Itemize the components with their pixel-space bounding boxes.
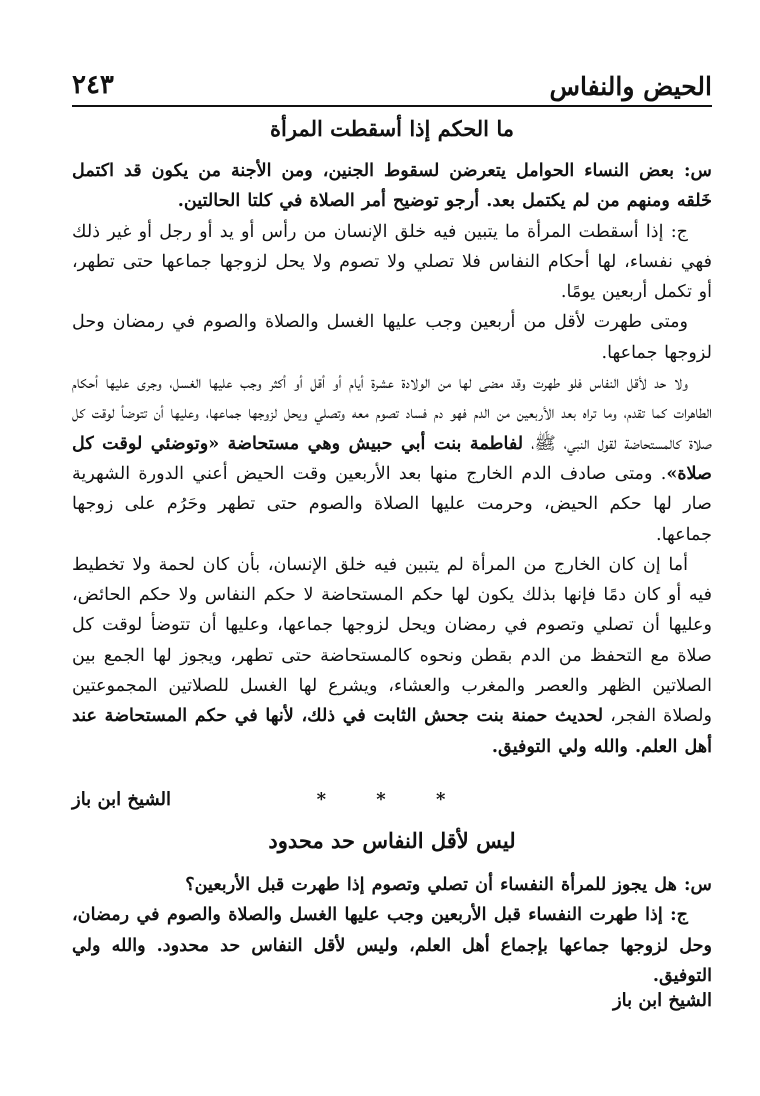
hadith-reference: لحديث حمنة بنت جحش الثابت في ذلك، لأنها في حكم المستحاضة عند أهل العلم. والله ولي التوفيق. — [72, 705, 712, 757]
section-separator-stars: * * * — [316, 789, 468, 810]
answer-text: . ومتى صادف الدم الخارج منها بعد الأربعين وقت الحيض أعني الدورة الشهرية صار لها حكم الحيض، وحرمت عليها الصلاة والصوم حتى تطهر وحَرُم على زوجها جماعها. — [72, 463, 712, 545]
answer-paragraph: ج: إذا طهرت النفساء قبل الأربعين وجب عليها الغسل والصلاة والصوم في رمضان، وحل لزوجها جماعها بإجماع أهل العلم، وليس لأقل النفاس حد محدود. والله ولي التوفيق. — [72, 904, 712, 986]
question-text: س: بعض النساء الحوامل يتعرضن لسقوط الجنين، ومن الأجنة من يكون قد اكتمل خَلقه ومنهم من لم يكتمل بعد. أرجو توضيح أمر الصلاة في كلتا الحالتين. — [72, 160, 712, 212]
question-text: س: هل يجوز للمرأة النفساء أن تصلي وتصوم إذا طهرت قبل الأربعين؟ — [185, 874, 712, 895]
signature: الشيخ ابن باز — [72, 789, 172, 810]
separator-row — [72, 789, 712, 817]
section-title-postpartum: ليس لأقل النفاس حد محدود — [268, 828, 516, 853]
answer-text: أما إن كان الخارج من المرأة لم يتبين فيه خلق الإنسان، بأن كان لحمة ولا تخطيط فيه أو كان دمًا فإنها بذلك يكون لها حكم المستحاضة لا حكم النفاس ولا حكم الحائض، وعليها أن تصلي وتصوم في رمضان ويحل لزوجها جماعها، وعليها أن تتوضأ لوقت كل صلاة مع التحفظ من الدم بقطن ونحوه كالمستحاضة حتى تطهر، ويجوز لها الجمع بين الصلاتين الظهر والعصر والمغرب والعشاء، ويشرع لها الغسل للصلاتين المجموعتين ولصلاة الفجر، — [72, 554, 713, 727]
hadith-quote: لفاطمة بنت أبي حبيش وهي مستحاضة «وتوضئي لوقت كل صلاة» — [72, 432, 712, 484]
answer-paragraph — [72, 550, 712, 762]
header-rule — [72, 105, 712, 107]
section-body-miscarriage — [72, 156, 712, 762]
page-number: ٢٤٣ — [72, 70, 114, 100]
running-header — [72, 66, 712, 106]
answer-paragraph: ومتى طهرت لأقل من أربعين وجب عليها الغسل والصلاة والصوم في رمضان وحل لزوجها جماعها. — [72, 312, 712, 363]
section-title-miscarriage: ما الحكم إذا أسقطت المرأة — [270, 116, 514, 141]
signature: الشيخ ابن باز — [612, 990, 712, 1011]
header-title: الحيض والنفاس — [549, 72, 712, 101]
answer-paragraph: ج: إذا أسقطت المرأة ما يتبين فيه خلق الإنسان من رأس أو يد أو رجل أو غير ذلك فهي نفساء، لها أحكام النفاس فلا تصلي ولا تصوم ولا يحل لزوجها جماعها حتى تطهر، أو تكمل أربعين يومًا. — [72, 221, 712, 303]
section-body-postpartum — [72, 870, 712, 991]
answer-paragraph — [72, 368, 712, 550]
answer-text: ولا حد لأقل النفاس فلو طهرت وقد مضى لها من الولادة عشرة أيام أو أقل أو أكثر وجب عليها الغسل، وجرى عليها أحكام الطاهرات كما تقدم، وما تراه بعد الأربعين من الدم فهو دم فساد تصوم معه وتصلي ويحل لزوجها جماعها، وعليها أن تتوضأ لوقت كل صلاة كالمستحاضة لقول النبي، ﷺ، — [72, 373, 712, 454]
